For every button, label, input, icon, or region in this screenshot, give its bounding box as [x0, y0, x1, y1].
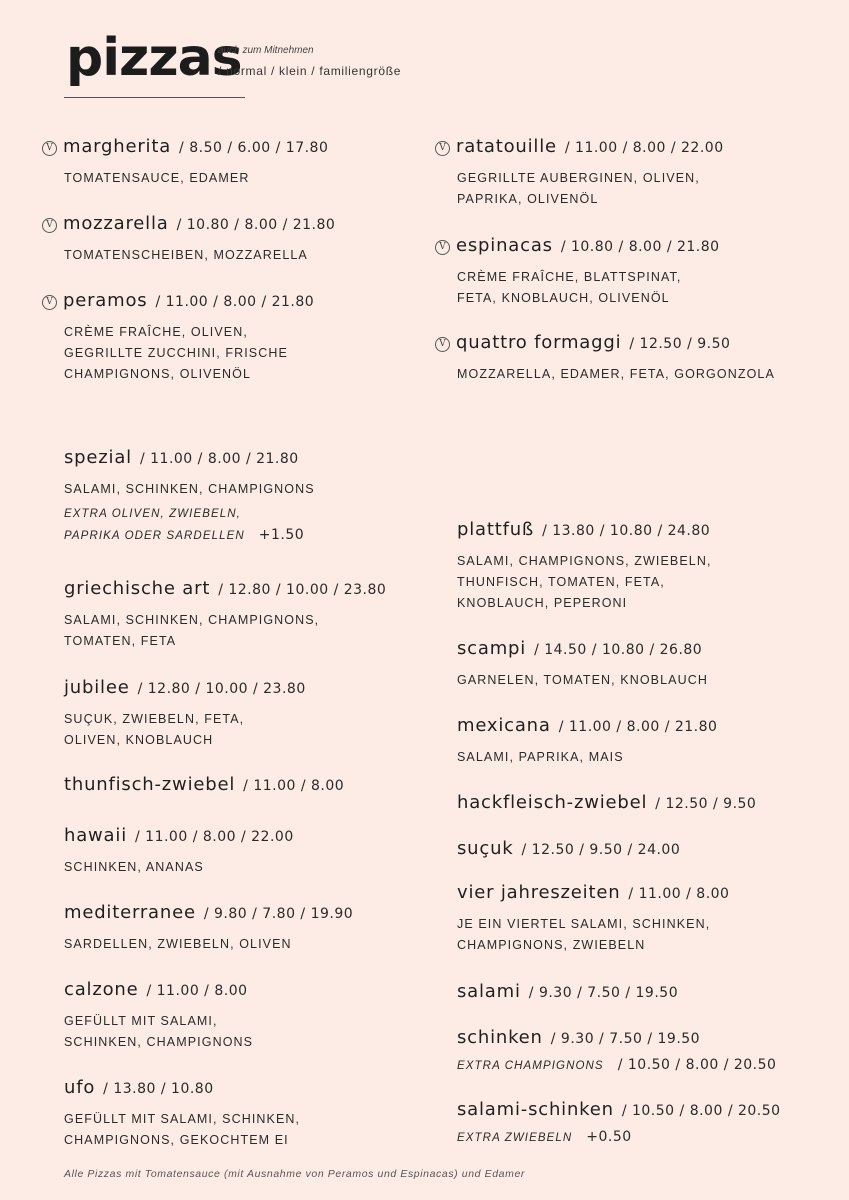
extra-option-line — [457, 1055, 837, 1077]
pizza-price: / 11.00 / 8.00 / 22.00 — [135, 829, 294, 845]
ingredients — [457, 670, 837, 691]
extra-option — [64, 504, 444, 547]
menu-item-header — [64, 447, 444, 471]
ingredients-line: JE EIN VIERTEL SALAMI, SCHINKEN, — [457, 917, 711, 931]
extra-option-line — [64, 525, 444, 547]
ingredients-line: TOMATENSCHEIBEN, MOZZARELLA — [64, 248, 308, 262]
menu-item-header — [64, 774, 444, 798]
ingredients-line: KNOBLAUCH, PEPERONI — [457, 596, 628, 610]
pizza-price: / 8.50 / 6.00 / 17.80 — [179, 140, 329, 156]
menu-item-quattro-formaggi — [439, 332, 837, 385]
menu-item-hackfleisch-zwiebel — [457, 792, 837, 816]
menu-item-schinken — [457, 1027, 837, 1077]
pizza-name: ratatouille — [456, 136, 557, 157]
menu-item-ratatouille — [439, 136, 837, 210]
menu-item-jubilee — [64, 677, 444, 751]
extra-price: +0.50 — [586, 1129, 632, 1145]
pizza-name: suçuk — [457, 838, 514, 859]
pizza-name: salami-schinken — [457, 1099, 614, 1120]
menu-item-header — [439, 332, 837, 356]
menu-item-header — [457, 981, 837, 1005]
pizza-price: / 9.80 / 7.80 / 19.90 — [203, 906, 354, 922]
menu-item-header — [457, 715, 837, 739]
pizza-name: peramos — [63, 290, 148, 311]
ingredients-line: CHAMPIGNONS, GEKOCHTEM EI — [64, 1133, 289, 1147]
ingredients — [457, 364, 837, 385]
menu-item-espinacas — [439, 235, 837, 309]
pizza-price: / 13.80 / 10.80 — [103, 1081, 214, 1097]
menu-item-header — [439, 136, 837, 160]
pizza-price: / 12.80 / 10.00 / 23.80 — [137, 681, 306, 697]
extra-option-text: EXTRA ZWIEBELN — [457, 1132, 573, 1144]
ingredients-line: SALAMI, PAPRIKA, MAIS — [457, 750, 624, 764]
ingredients — [457, 168, 837, 210]
ingredients-line: SALAMI, SCHINKEN, CHAMPIGNONS, — [64, 613, 320, 627]
menu-item-header — [64, 825, 444, 849]
ingredients — [457, 267, 837, 309]
ingredients-line: OLIVEN, KNOBLAUCH — [64, 733, 214, 747]
ingredients-line: MOZZARELLA, EDAMER, FETA, GORGONZOLA — [457, 367, 775, 381]
pizza-price: / 9.30 / 7.50 / 19.50 — [550, 1031, 701, 1047]
extra-option-line — [457, 1127, 837, 1149]
ingredients-line: SUÇUK, ZWIEBELN, FETA, — [64, 712, 245, 726]
ingredients-line: GEGRILLTE ZUCCHINI, FRISCHE — [64, 346, 288, 360]
ingredients-line: TOMATEN, FETA — [64, 634, 177, 648]
pizza-price: / 13.80 / 10.80 / 24.80 — [542, 523, 711, 539]
menu-item-hawaii — [64, 825, 444, 878]
pizza-price: / 12.50 / 9.50 / 24.00 — [521, 842, 681, 858]
pizza-name: scampi — [457, 638, 527, 659]
ingredients — [64, 245, 444, 266]
pizza-name: griechische art — [64, 578, 211, 599]
menu-item-header — [46, 136, 444, 160]
extra-option-line: EXTRA OLIVEN, ZWIEBELN, — [64, 508, 241, 520]
pizza-name: mozzarella — [63, 213, 169, 234]
pizza-price: / 11.00 / 8.00 / 22.00 — [564, 140, 724, 156]
ingredients — [64, 610, 444, 652]
takeaway-note: auch zum Mitnehmen — [218, 45, 314, 56]
menu-item-vier-jahreszeiten — [457, 882, 837, 956]
ingredients-line: SCHINKEN, CHAMPIGNONS — [64, 1035, 254, 1049]
menu-item-salami-schinken — [457, 1099, 837, 1149]
menu-item-salami — [457, 981, 837, 1005]
pizza-price: / 9.30 / 7.50 / 19.50 — [528, 985, 679, 1001]
ingredients-line: CRÈME FRAÎCHE, OLIVEN, — [64, 325, 248, 339]
extra-price: +1.50 — [258, 527, 305, 543]
ingredients-line: THUNFISCH, TOMATEN, FETA, — [457, 575, 665, 589]
menu-item-ufo — [64, 1077, 444, 1151]
menu-item-header — [457, 792, 837, 816]
ingredients — [457, 747, 837, 768]
extra-option — [457, 1055, 837, 1077]
menu-item-peramos — [46, 290, 444, 385]
pizza-price: / 12.80 / 10.00 / 23.80 — [218, 582, 387, 598]
pizza-name: hackfleisch-zwiebel — [457, 792, 648, 813]
ingredients-line: SALAMI, CHAMPIGNONS, ZWIEBELN, — [457, 554, 712, 568]
menu-item-header — [439, 235, 837, 259]
ingredients-line: GEGRILLTE AUBERGINEN, OLIVEN, — [457, 171, 700, 185]
menu-item-spezial — [64, 447, 444, 547]
menu-item-header — [457, 1099, 837, 1123]
pizza-price: / 10.80 / 8.00 / 21.80 — [560, 239, 720, 255]
menu-item-header — [64, 902, 444, 926]
menu-item-scampi — [457, 638, 837, 691]
extra-option — [457, 1127, 837, 1149]
pizza-price: / 11.00 / 8.00 — [243, 778, 345, 794]
menu-item-mozzarella — [46, 213, 444, 266]
pizza-price: / 10.50 / 8.00 / 20.50 — [621, 1103, 781, 1119]
pizza-price: / 11.00 / 8.00 / 21.80 — [139, 451, 299, 467]
menu-item-thunfisch-zwiebel — [64, 774, 444, 798]
vegetarian-icon: V — [435, 240, 450, 255]
pizza-name: calzone — [64, 979, 139, 1000]
ingredients — [64, 709, 444, 751]
vegetarian-icon: V — [435, 141, 450, 156]
vegetarian-icon: V — [435, 337, 450, 352]
menu-item-calzone — [64, 979, 444, 1053]
ingredients-line: SALAMI, SCHINKEN, CHAMPIGNONS — [64, 482, 315, 496]
ingredients — [64, 934, 444, 955]
menu-item-header — [457, 838, 837, 862]
pizza-name: mediterranee — [64, 902, 196, 923]
pizza-name: margherita — [63, 136, 172, 157]
extra-option-text: EXTRA CHAMPIGNONS — [457, 1060, 604, 1072]
ingredients-line: SCHINKEN, ANANAS — [64, 860, 204, 874]
menu-item-header — [46, 290, 444, 314]
ingredients — [64, 168, 444, 189]
pizza-name: hawaii — [64, 825, 127, 846]
ingredients-line: CHAMPIGNONS, ZWIEBELN — [457, 938, 646, 952]
menu-item-header — [64, 979, 444, 1003]
ingredients-line: GARNELEN, TOMATEN, KNOBLAUCH — [457, 673, 708, 687]
pizza-name: vier jahreszeiten — [457, 882, 621, 903]
pizza-price: / 14.50 / 10.80 / 26.80 — [534, 642, 703, 658]
pizza-name: thunfisch-zwiebel — [64, 774, 236, 795]
menu-item-header — [64, 677, 444, 701]
menu-item-header — [457, 882, 837, 906]
ingredients — [64, 479, 444, 500]
pizza-price: / 11.00 / 8.00 — [146, 983, 248, 999]
vegetarian-icon: V — [42, 295, 57, 310]
vegetarian-icon: V — [42, 141, 57, 156]
pizza-name: salami — [457, 981, 521, 1002]
pizza-price: / 10.80 / 8.00 / 21.80 — [176, 217, 336, 233]
extra-price: / 10.50 / 8.00 / 20.50 — [617, 1057, 777, 1073]
menu-item-mexicana — [457, 715, 837, 768]
ingredients-line: GEFÜLLT MIT SALAMI, — [64, 1014, 218, 1028]
menu-item-sucuk — [457, 838, 837, 862]
menu-item-plattfuss — [457, 519, 837, 614]
title-divider — [64, 97, 245, 98]
ingredients — [457, 551, 837, 614]
menu-item-header — [46, 213, 444, 237]
pizza-price: / 11.00 / 8.00 / 21.80 — [155, 294, 315, 310]
extra-option-text: PAPRIKA ODER SARDELLEN — [64, 530, 245, 542]
ingredients-line: CRÈME FRAÎCHE, BLATTSPINAT, — [457, 270, 682, 284]
pizza-name: schinken — [457, 1027, 543, 1048]
ingredients — [457, 914, 837, 956]
pizza-name: spezial — [64, 447, 132, 468]
ingredients — [64, 322, 444, 385]
ingredients-line: CHAMPIGNONS, OLIVENÖL — [64, 367, 252, 381]
menu-item-mediterranee — [64, 902, 444, 955]
ingredients — [64, 1011, 444, 1053]
footer-note: Alle Pizzas mit Tomatensauce (mit Ausnahme von Peramos und Espinacas) und Edamer — [64, 1168, 526, 1180]
pizza-price: / 12.50 / 9.50 — [655, 796, 757, 812]
menu-item-header — [457, 519, 837, 543]
ingredients — [64, 1109, 444, 1151]
pizza-name: ufo — [64, 1077, 96, 1098]
pizza-name: mexicana — [457, 715, 551, 736]
menu-item-margherita — [46, 136, 444, 189]
ingredients-line: PAPRIKA, OLIVENÖL — [457, 192, 599, 206]
pizza-name: espinacas — [456, 235, 553, 256]
ingredients-line: GEFÜLLT MIT SALAMI, SCHINKEN, — [64, 1112, 301, 1126]
ingredients — [64, 857, 444, 878]
menu-item-header — [457, 638, 837, 662]
pizza-price: / 11.00 / 8.00 — [628, 886, 730, 902]
ingredients-line: SARDELLEN, ZWIEBELN, OLIVEN — [64, 937, 292, 951]
ingredients-line: FETA, KNOBLAUCH, OLIVENÖL — [457, 291, 670, 305]
size-legend: / normal / klein / familiengröße — [218, 64, 402, 78]
menu-item-header — [64, 578, 444, 602]
pizza-name: plattfuß — [457, 519, 535, 540]
menu-item-header — [64, 1077, 444, 1101]
pizza-price: / 12.50 / 9.50 — [629, 336, 731, 352]
pizza-price: / 11.00 / 8.00 / 21.80 — [558, 719, 718, 735]
pizza-name: quattro formaggi — [456, 332, 622, 353]
menu-item-header — [457, 1027, 837, 1051]
vegetarian-icon: V — [42, 218, 57, 233]
ingredients-line: TOMATENSAUCE, EDAMER — [64, 171, 250, 185]
page-title: pizzas — [66, 28, 242, 88]
menu-item-griechische-art — [64, 578, 444, 652]
pizza-name: jubilee — [64, 677, 130, 698]
